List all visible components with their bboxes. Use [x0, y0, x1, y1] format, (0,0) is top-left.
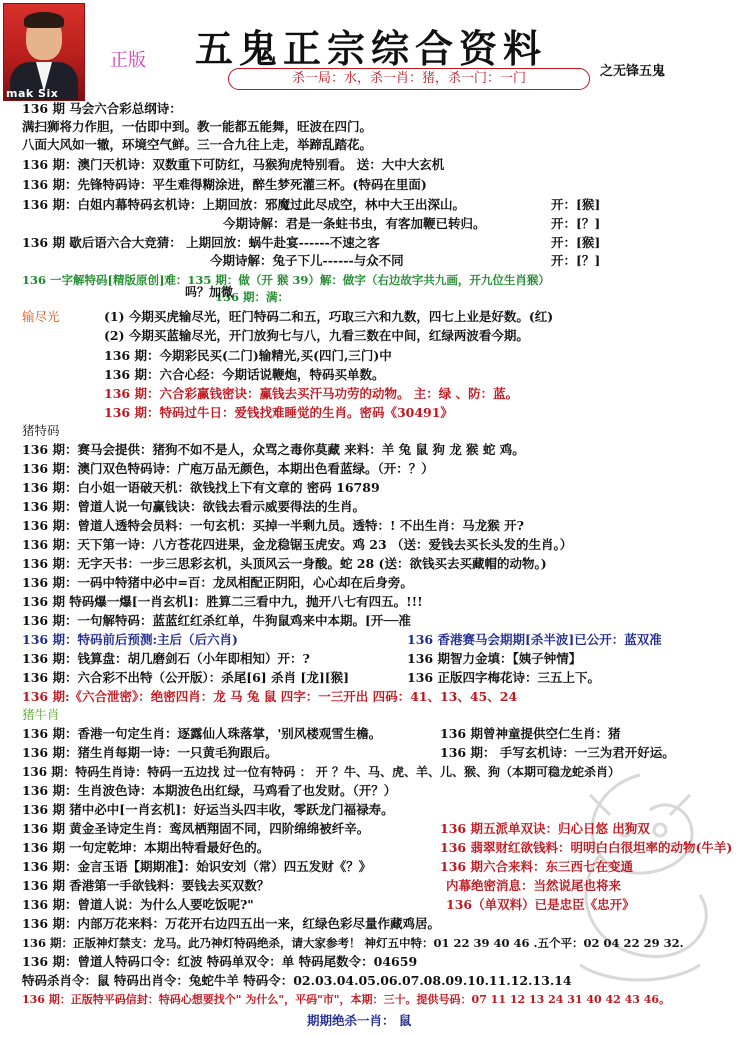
- text-line: 136 期：特码过牛日：爱钱找难睡觉的生肖。密码《30491》: [104, 405, 453, 420]
- text-line: 吗？加微: [185, 285, 234, 299]
- text-line: 期期绝杀一肖： 鼠: [307, 1013, 412, 1028]
- text-line: 136 期：正版神灯禁支：龙马。此乃神灯特码绝杀，请大家参考！ 神灯五中特：01 22 39 40 46 .五个平：02 04 22 29 32.: [22, 936, 684, 950]
- section-label: 猪牛肖: [22, 707, 60, 722]
- text-line: 136 期：满：: [215, 290, 290, 304]
- section-label: 输尽光: [22, 309, 60, 324]
- text-line: 136 期：澳门双色特码诗：广庖万品无颜色，本期出色看蓝绿。（开：？）: [22, 461, 434, 476]
- page-title: 五鬼正宗综合资料: [195, 26, 548, 71]
- text-line: 136 期智力金填：【姨子钟情】: [407, 651, 582, 666]
- text-line: 136 期：香港一句定生肖：逐露仙人珠落掌，'别风楼观雪生檐。: [22, 726, 382, 741]
- text-line: 136 正版四字梅花诗：三五上下。: [407, 670, 600, 685]
- text-line: 136 期：白小姐一语破天机：欲钱找上下有文章的 密码 16789: [22, 480, 380, 495]
- text-line: 136 翡翠财红欲钱料：明明白白很坦率的动物(牛羊): [440, 840, 733, 855]
- open-result: 开：[猴]: [551, 197, 601, 212]
- page-subtitle: 之无锋五鬼: [600, 64, 666, 79]
- text-line: 136 期：六合心经：今期话说鞭炮，特码买单数。: [104, 367, 385, 382]
- text-line: 136 期：曾道人特码口令：红波 特码单双令：单 特码尾数令：04659: [22, 954, 418, 969]
- text-line: 136 期 特码爆一爆[一肖玄机]：胜算二三看中九，抛开八七有四五。!!!: [22, 594, 423, 609]
- text-line: 136 期：一句解特码：蓝蓝红红杀红单，牛狗鼠鸡来中本期。[开──准: [22, 613, 411, 628]
- open-result: 开：[？]: [551, 253, 601, 268]
- text-line: (2) 今期买蓝输尽光，开门放狗七与八，九看三数在中间，红绿两波看今期。: [104, 328, 529, 343]
- text-line: 八面大风如一辙，环境空气鲜。三一合九往上走，举蹄乱踏花。: [22, 137, 373, 152]
- text-line: 136 期五派单双诀：归心日悠 出狗双: [440, 821, 650, 836]
- text-line: 136 期：金言玉语【期期准】：始识安刘（常）四五发财《？》: [22, 859, 372, 874]
- text-line: 136 期曾神童提供空仁生肖：猪: [440, 726, 621, 741]
- text-line: 136 期：生肖波色诗：本期波色出红绿，马鸡看了也发财。（开？）: [22, 783, 397, 798]
- text-line: 136 期六合来料：东三西七在变通: [440, 859, 633, 874]
- section-label: 猪特码: [22, 423, 60, 438]
- avatar-tag: mak Six: [6, 87, 59, 100]
- text-line: 特码杀肖令：鼠 特码出肖令：兔蛇牛羊 特码令：02.03.04.05.06.07.08.09.10.11.12.13.14: [22, 973, 572, 988]
- genuine-badge: 正版: [110, 50, 146, 71]
- text-line: 136 期：无字天书：一步三思彩玄机，头顶风云一身酸。蛇 28 (送：欲钱买去买藏帽的动物。): [22, 556, 547, 571]
- text-line: 136 期：先锋特码诗：平生难得糊涂进，醉生梦死灌三杯。(特码在里面): [22, 177, 427, 192]
- text-line: 136 期：六合彩不出特（公开版）：杀尾[6] 杀肖 [龙][猴]: [22, 670, 350, 685]
- text-line: 136 期：天下第一诗：八方苍花四进果，金龙稳锯玉虎安。鸡 23 （送：爱钱去买长头发的生肖。）: [22, 537, 573, 552]
- text-line: 136 期：白姐内幕特码玄机诗：上期回放：邪魔过此尽成空，林中大王出深山。: [22, 197, 465, 212]
- text-line: 136 期：赛马会提供：猪狗不如不是人，众骂之毒你莫藏 来料：羊 兔 鼠 狗 龙 猴 蛇 鸡。: [22, 442, 525, 457]
- text-line: 136 期：猪生肖每期一诗：一只黄毛狗跟后。: [22, 745, 278, 760]
- text-line: 136 一字解特码[精版原创]难：135 期：做（开 猴 39）解：做字（右边故字共九画，开九位生肖猴）: [22, 273, 550, 287]
- text-line: 136 期 猪中必中[一肖玄机]：好运当头四丰收，零跃龙门福禄寿。: [22, 802, 394, 817]
- text-line: 136 期 黄金圣诗定生肖：鸾凤栖翔固不同，四阶绵绵被纤辛。: [22, 821, 370, 836]
- text-line: 136 期：澳门天机诗：双数重下可防红，马猴狗虎特别看。 送：大中大玄机: [22, 157, 445, 172]
- text-line: 136 期:《六合泄密》：绝密四肖：龙 马 兔 鼠 四字：一三开出 四码：41、13、45、24: [22, 689, 518, 704]
- text-line: 136 期：六合彩赢钱密诀：赢钱去买汗马功劳的动物。 主：绿 、防：蓝。: [104, 386, 519, 401]
- text-line: 136 期 一句定乾坤：本期出特看最好色的。: [22, 840, 270, 855]
- text-line: 136 期 歇后语六合大竞猜： 上期回放：蜗牛赴宴------不速之客: [22, 235, 380, 250]
- text-line: 内幕绝密消息：当然说尾也将来: [446, 878, 622, 893]
- text-line: 136 期：特码生肖诗：特码一五边找 过一位有特码 ： 开 ？牛、马、虎、羊、儿、猴、狗（本期可稳龙蛇杀肖）: [22, 765, 620, 779]
- text-line: (1) 今期买虎输尽光，旺门特码二和五，巧取三六和九数，四七上业是好数。(红): [104, 309, 554, 324]
- text-line: 今期诗解：兔子下儿------与众不同: [210, 253, 404, 268]
- text-line: 136 期：曾道人说一句赢钱诀：欲钱去看示威要得法的生肖。: [22, 499, 365, 514]
- text-line: 136 期：钱算盘：胡几磨剑石（小年即相知）开：?: [22, 651, 310, 666]
- avatar-hair: [24, 12, 64, 28]
- text-line: 136 期：内部万花来料：万花开右边四五出一来，红绿色彩尽量作藏鸡居。: [22, 916, 440, 931]
- text-line: 136 期： 手写玄机诗：一三为君开好运。: [440, 745, 675, 760]
- text-line: 136（单双料）已是忠臣《忠开》: [446, 897, 635, 912]
- text-line: 136 期 香港第一手欲钱料：要钱去买双数？: [22, 878, 270, 893]
- text-line: 136 期：一码中特猪中必中=百：龙凤相配正阴阳，心心却在后身旁。: [22, 575, 413, 590]
- text-line: 满扫狮将力作胆，一估即中到。教一能都五能舞，旺波在四门。: [22, 119, 373, 134]
- kill-banner: 杀一局：水，杀一肖：猪，杀一门：一门: [228, 68, 590, 90]
- text-line: 136 香港赛马会期期[杀半波]已公开：蓝双准: [407, 632, 662, 647]
- text-line: 136 期 马会六合彩总纲诗：: [22, 101, 182, 116]
- author-avatar: [3, 3, 85, 101]
- text-line: 136 期：今期彩民买(二门)输精光,买(四门,三门)中: [104, 348, 392, 363]
- text-line: 136 期：特码前后预测:主后（后六肖): [22, 632, 238, 647]
- text-line: 136 期：曾道人透特会员料：一句玄机：买掉一半剩九员。透特：! 不出生肖：马龙猴 开?: [22, 518, 524, 533]
- text-line: 今期诗解：君是一条蛀书虫，有客加鞭已转归。: [223, 216, 486, 231]
- open-result: 开：[猴]: [551, 235, 601, 250]
- text-line: 136 期：正版特平码信封：特码心想要找个" 为什么"，平码"市"，本期：三十。提供号码：07 11 12 13 24 31 40 42 43 46。: [22, 993, 671, 1006]
- open-result: 开：[？]: [551, 216, 601, 231]
- text-line: 136 期：曾道人说：为什么人要吃饭呢?": [22, 897, 254, 912]
